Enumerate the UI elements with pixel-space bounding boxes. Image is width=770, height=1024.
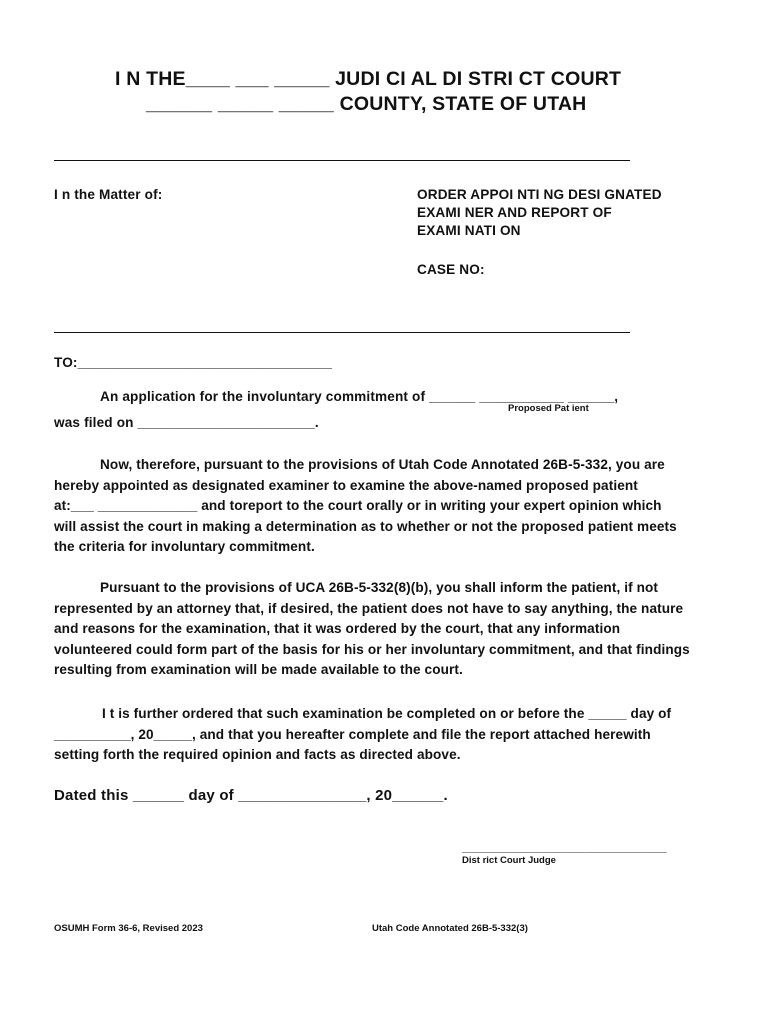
form-identifier: OSUMH Form 36-6, Revised 2023 — [54, 923, 203, 934]
caption-divider — [54, 332, 630, 333]
paragraph-line: __________, 20_____, and that you hereafter complete and file the report attached herewith — [54, 726, 651, 742]
paragraph-line: hereby appointed as designated examiner to examine the above-named proposed patient — [54, 477, 638, 493]
deadline-paragraph — [54, 704, 734, 766]
paragraph-line: resulting from examination will be made available to the court. — [54, 662, 463, 678]
paragraph-line: the criteria for involuntary commitment. — [54, 539, 315, 555]
code-reference: Utah Code Annotated 26B-5-332(3) — [372, 923, 528, 934]
paragraph-line: at:___ _____________ and toreport to the court orally or in writing your expert opinion which — [54, 498, 662, 514]
judge-signature-label: Dist rict Court Judge — [462, 855, 556, 866]
paragraph-line: will assist the court in making a determination as to whether or not the proposed patient meets — [54, 518, 677, 534]
dated-line: Dated this ______ day of _______________, 20______. — [54, 787, 448, 804]
paragraph-line: Now, therefore, pursuant to the provisions of Utah Code Annotated 26B-5-332, you are — [100, 457, 665, 472]
paragraph-line: setting forth the required opinion and facts as directed above. — [54, 747, 461, 763]
case-number-label: CASE NO: — [417, 262, 485, 277]
court-title-line2: ______ _____ _____ COUNTY, STATE OF UTAH — [146, 93, 587, 115]
appointment-paragraph — [54, 455, 734, 558]
notice-paragraph — [54, 578, 734, 681]
proposed-patient-label: Proposed Pat ient — [508, 403, 589, 414]
header-divider — [54, 160, 630, 161]
order-title-line3: EXAMI NATI ON — [417, 223, 521, 238]
paragraph-line: volunteered could form part of the basis for his or her involuntary commitment, and that findings — [54, 641, 690, 657]
paragraph-line: and reasons for the examination, that it was ordered by the court, that any information — [54, 621, 621, 637]
paragraph-line: I t is further ordered that such examination be completed on or before the _____ day of — [102, 706, 672, 721]
to-line: TO:_________________________________ — [54, 355, 333, 370]
signature-line: ______________________________ — [462, 840, 667, 854]
paragraph-line: represented by an attorney that, if desired, the patient does not have to say anything, the nature — [54, 600, 684, 616]
filed-on-line: was filed on _______________________. — [54, 415, 319, 430]
application-line: An application for the involuntary commitment of ______ ___________ ______, — [100, 389, 619, 404]
matter-label: I n the Matter of: — [54, 187, 163, 202]
paragraph-line: Pursuant to the provisions of UCA 26B-5-332(8)(b), you shall inform the patient, if not — [100, 580, 659, 595]
order-title-line2: EXAMI NER AND REPORT OF — [417, 205, 612, 220]
court-title-line1: I N THE____ ___ _____ JUDI CI AL DI STRI CT COURT — [115, 68, 622, 90]
order-title-line1: ORDER APPOI NTI NG DESI GNATED — [417, 187, 662, 202]
